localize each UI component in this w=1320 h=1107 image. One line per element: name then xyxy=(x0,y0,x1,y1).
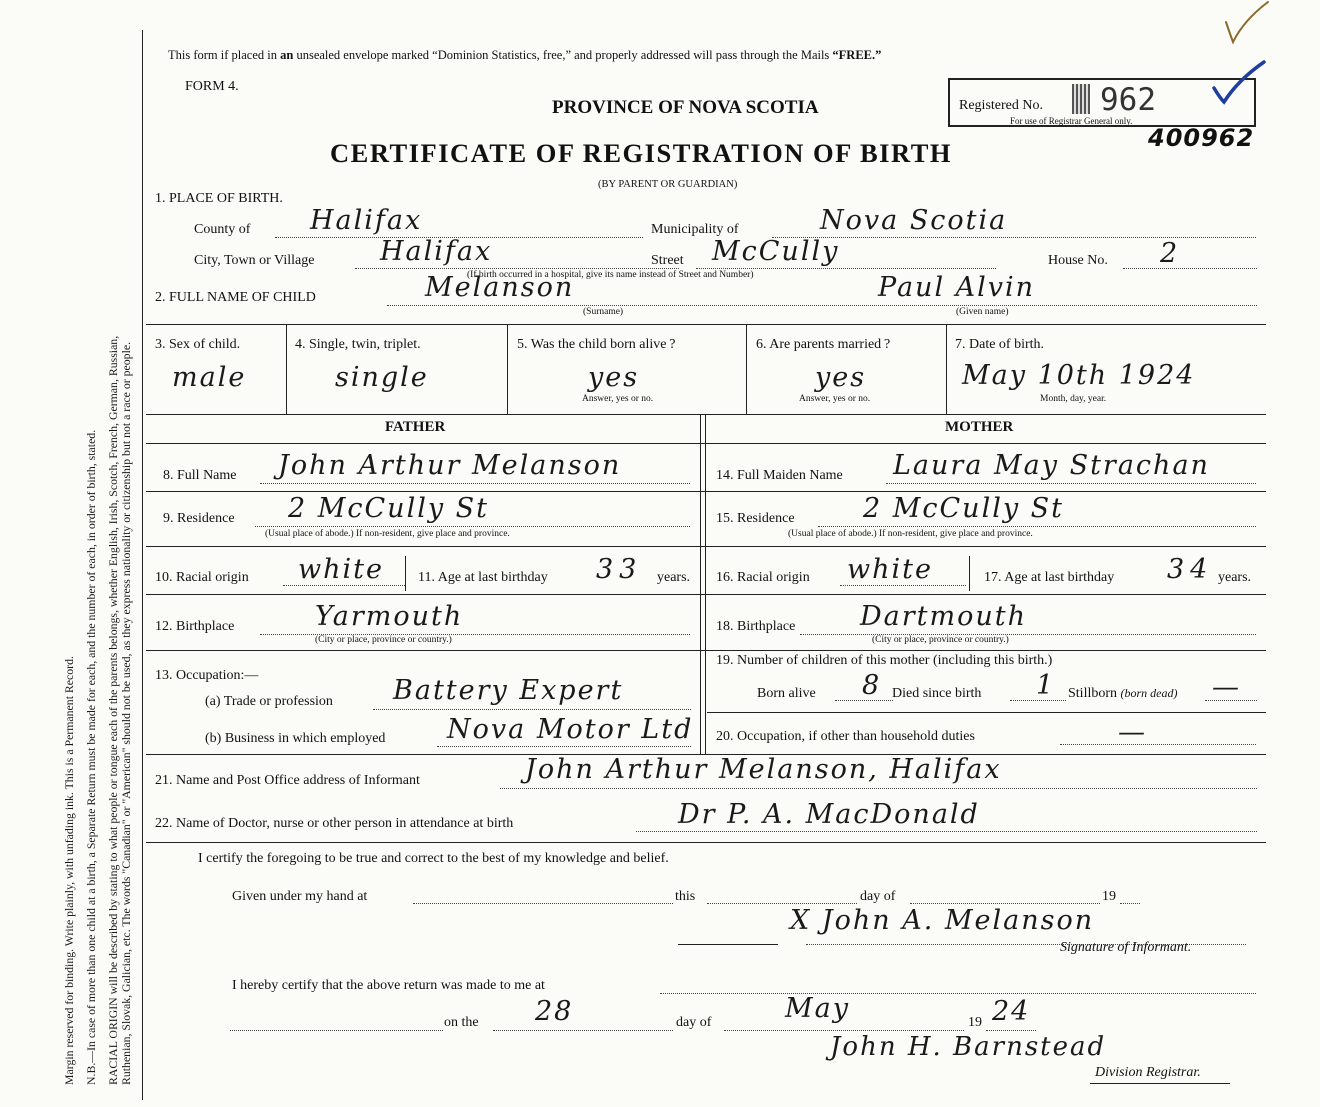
form-number: FORM 4. xyxy=(185,79,239,94)
parents-married-value: yes xyxy=(815,362,867,393)
father-occupation-label: 13. Occupation:— xyxy=(155,668,259,683)
father-age-value: 33 xyxy=(596,554,643,585)
mother-age-value: 34 xyxy=(1167,554,1214,585)
stamp-prefix xyxy=(1072,84,1090,114)
father-residence-label: 9. Residence xyxy=(163,511,235,526)
registered-label: Registered No. xyxy=(959,98,1043,113)
margin-note-4: Ruthenian, Slovak, Galician, etc. The words "Canadian" or "American" should not be used, as they express nationality or citizenship but not a race or people. xyxy=(119,341,133,1085)
pencil-check-icon xyxy=(1222,0,1272,46)
doctor-label: 22. Name of Doctor, nurse or other person in attendance at birth xyxy=(155,816,514,831)
date-of-birth-label: 7. Date of birth. xyxy=(955,337,1045,352)
father-age-unit: years. xyxy=(657,570,691,585)
hospital-note: (If birth occurred in a hospital, give its name instead of Street and Number) xyxy=(467,270,754,280)
stillborn-label: Stillborn (born dead) xyxy=(1068,686,1178,701)
sex-value: male xyxy=(172,362,247,393)
trade-value: Battery Expert xyxy=(393,675,624,706)
mother-residence-caption: (Usual place of abode.) If non-resident, give place and province. xyxy=(788,529,1033,539)
municipality-value: Nova Scotia xyxy=(820,205,1008,236)
doctor-value: Dr P. A. MacDonald xyxy=(678,799,980,830)
registration-day-value: 28 xyxy=(535,996,574,1027)
county-value: Halifax xyxy=(310,205,423,236)
informant-label: 21. Name and Post Office address of Informant xyxy=(155,773,420,788)
multiplicity-value: single xyxy=(335,362,429,393)
street-value: McCully xyxy=(712,236,840,267)
certificate-subtitle: (BY PARENT OR GUARDIAN) xyxy=(598,179,738,190)
given-under-hand-label: Given under my hand at xyxy=(232,889,368,904)
margin-note-3: RACIAL ORIGIN will be described by stating to what people or tongue each of the parents belongs, whether English, Irish, Scotch, French, German, Russian, xyxy=(106,335,120,1085)
day-of-label: day of xyxy=(860,889,896,904)
given-name-caption: (Given name) xyxy=(956,307,1009,317)
father-birthplace-label: 12. Birthplace xyxy=(155,619,235,634)
father-birthplace-value: Yarmouth xyxy=(315,601,464,632)
informant-value: John Arthur Melanson, Halifax xyxy=(525,754,1002,785)
mother-heading: MOTHER xyxy=(945,419,1014,435)
margin-note-1: Margin reserved for binding. Write plainly, with unfading ink. This is a Permanent Record. xyxy=(62,656,76,1085)
mother-name-value: Laura May Strachan xyxy=(893,450,1210,481)
sex-label: 3. Sex of child. xyxy=(155,337,241,352)
children-count-label: 19. Number of children of this mother (including this birth.) xyxy=(716,653,1053,668)
registration-month-value: May xyxy=(785,993,850,1024)
street-label: Street xyxy=(651,253,684,268)
mother-residence-value: 2 McCully St xyxy=(863,493,1065,524)
mother-birthplace-label: 18. Birthplace xyxy=(716,619,796,634)
born-alive-count-value: 8 xyxy=(862,670,882,701)
margin-note-2: N.B.—In case of more than one child at a birth, a Separate Return must be made for each, and the number of each, in order of birth, stated. xyxy=(84,429,98,1085)
business-value: Nova Motor Ltd xyxy=(447,714,694,745)
father-racial-value: white xyxy=(298,554,384,585)
mother-birthplace-value: Dartmouth xyxy=(860,601,1027,632)
father-residence-value: 2 McCully St xyxy=(288,493,490,524)
year-prefix: 19 xyxy=(1102,889,1116,904)
mother-occupation-label: 20. Occupation, if other than household duties xyxy=(716,729,975,744)
this-label: this xyxy=(675,889,696,904)
mother-name-label: 14. Full Maiden Name xyxy=(716,468,843,483)
city-value: Halifax xyxy=(380,236,493,267)
registrar-statement: I hereby certify that the above return was made to me at xyxy=(232,978,545,993)
mother-birthplace-caption: (City or place, province or country.) xyxy=(872,635,1009,645)
mother-age-label: 17. Age at last birthday xyxy=(984,570,1115,585)
child-given-name-value: Paul Alvin xyxy=(878,272,1036,303)
born-alive-caption: Answer, yes or no. xyxy=(582,394,654,404)
born-alive-count-label: Born alive xyxy=(757,686,816,701)
registered-number: 962 xyxy=(1100,82,1156,118)
registrar-note: For use of Registrar General only. xyxy=(1010,116,1133,126)
father-birthplace-caption: (City or place, province or country.) xyxy=(315,635,452,645)
mother-age-unit: years. xyxy=(1218,570,1252,585)
child-surname-value: Melanson xyxy=(425,272,575,303)
county-label: County of xyxy=(194,222,251,237)
father-name-value: John Arthur Melanson xyxy=(278,450,622,481)
house-label: House No. xyxy=(1048,253,1108,268)
father-racial-label: 10. Racial origin xyxy=(155,570,249,585)
father-age-label: 11. Age at last birthday xyxy=(418,570,548,585)
registration-year-value: 24 xyxy=(992,996,1031,1027)
day-of-2-label: day of xyxy=(676,1015,712,1030)
surname-caption: (Surname) xyxy=(583,307,624,317)
stillborn-value: — xyxy=(1212,672,1241,703)
on-the-label: on the xyxy=(444,1015,479,1030)
father-heading: FATHER xyxy=(385,419,446,435)
certificate-title: CERTIFICATE OF REGISTRATION OF BIRTH xyxy=(330,138,952,168)
born-alive-label: 5. Was the child born alive ? xyxy=(517,337,676,352)
mother-occupation-value: — xyxy=(1118,717,1147,748)
margin-notes xyxy=(0,0,140,1107)
place-of-birth-heading: 1. PLACE OF BIRTH. xyxy=(155,191,283,206)
date-of-birth-value: May 10th 1924 xyxy=(962,360,1196,391)
informant-signature-caption: Signature of Informant. xyxy=(1060,940,1192,955)
business-label: (b) Business in which employed xyxy=(205,731,386,746)
blue-check-icon xyxy=(1208,58,1268,106)
multiplicity-label: 4. Single, twin, triplet. xyxy=(295,337,421,352)
trade-label: (a) Trade or profession xyxy=(205,694,333,709)
parents-married-caption: Answer, yes or no. xyxy=(799,394,871,404)
province-title: PROVINCE OF NOVA SCOTIA xyxy=(552,97,819,118)
registrar-signature: John H. Barnstead xyxy=(830,1032,1107,1062)
mother-racial-value: white xyxy=(847,554,933,585)
father-name-label: 8. Full Name xyxy=(163,468,237,483)
mother-racial-label: 16. Racial origin xyxy=(716,570,810,585)
registration-year-prefix: 19 xyxy=(968,1015,982,1030)
house-value: 2 xyxy=(1160,238,1180,269)
born-alive-value: yes xyxy=(588,362,640,393)
margin-rule xyxy=(142,30,143,1100)
died-since-birth-label: Died since birth xyxy=(892,686,982,701)
mother-residence-label: 15. Residence xyxy=(716,511,795,526)
registrar-signature-caption: Division Registrar. xyxy=(1095,1065,1201,1080)
date-of-birth-caption: Month, day, year. xyxy=(1040,394,1107,404)
father-residence-caption: (Usual place of abode.) If non-resident, give place and province. xyxy=(265,529,510,539)
child-name-label: 2. FULL NAME OF CHILD xyxy=(155,290,316,305)
municipality-label: Municipality of xyxy=(651,222,739,237)
certification-statement: I certify the foregoing to be true and correct to the best of my knowledge and belief. xyxy=(198,851,669,866)
died-since-birth-value: 1 xyxy=(1036,670,1056,701)
informant-signature: X John A. Melanson xyxy=(790,905,1095,936)
parents-married-label: 6. Are parents married ? xyxy=(756,337,891,352)
mail-note: This form if placed in an unsealed envelope marked “Dominion Statistics, free,” and properly addressed will pass through the Mails “FREE.” xyxy=(168,48,882,62)
city-label: City, Town or Village xyxy=(194,253,315,268)
handwritten-reference-number: 400962 xyxy=(1148,124,1255,152)
